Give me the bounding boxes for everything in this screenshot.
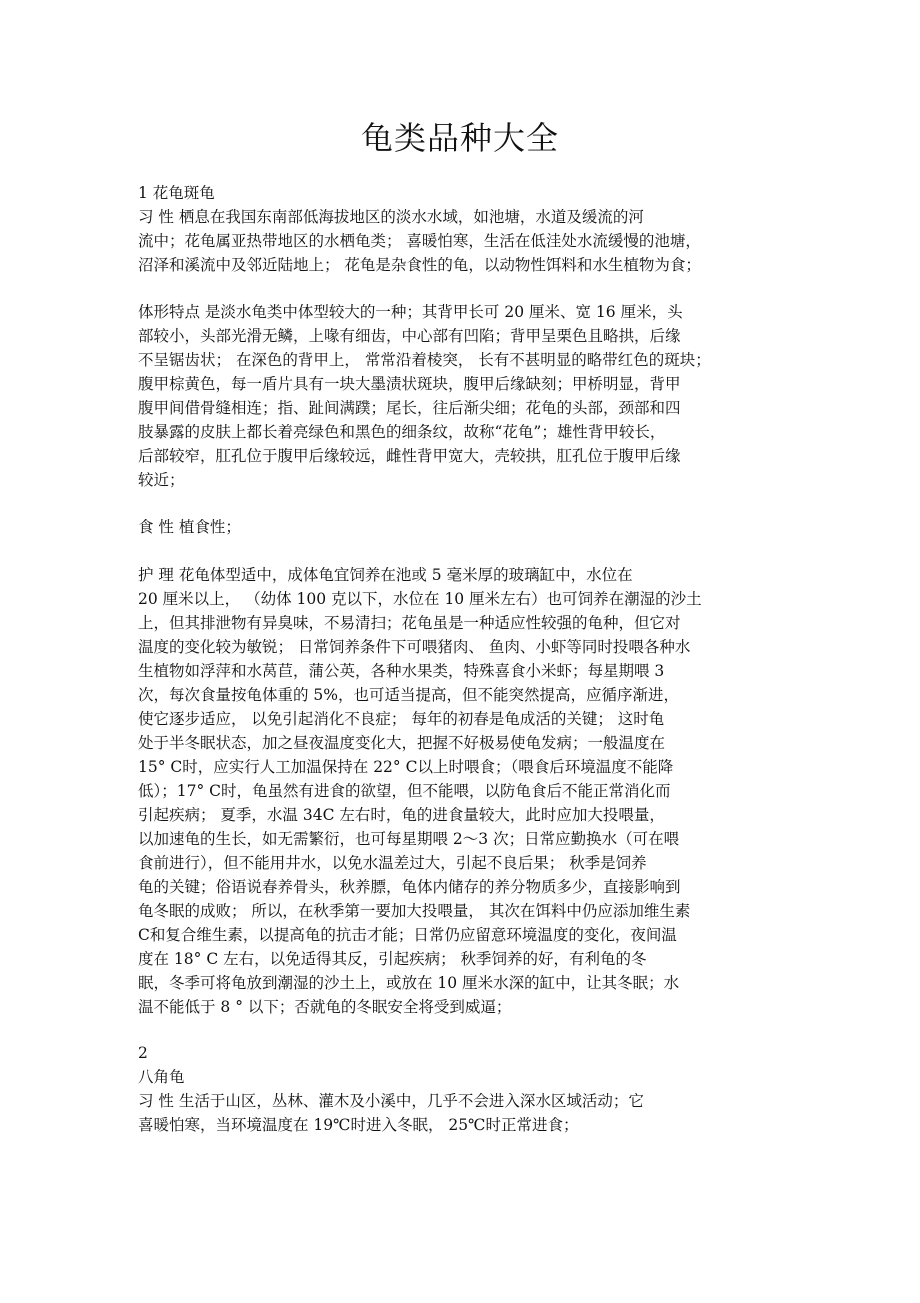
text-line: 食 性 植食性； [138, 518, 241, 536]
text-line: 低）；17° C时，龟虽然有进食的欲望，但不能喂，以防龟食后不能正常消化而 [138, 782, 671, 800]
text-line: 使它逐步适应， 以免引起消化不良症； 每年的初春是龟成活的关键； 这时龟 [138, 710, 665, 728]
page-title: 龟类品种大全 [360, 119, 559, 157]
text-line: 后部较窄，肛孔位于腹甲后缘较远，雌性背甲宽大，壳较拱，肛孔位于腹甲后缘 [138, 447, 681, 465]
text-line: 食前进行），但不能用井水，以免水温差过大，引起不良后果； 秋季是饲养 [138, 854, 647, 872]
text-line: 度在 18° C 左右，以免适得其反，引起疾病； 秋季饲养的好，有利龟的冬 [138, 950, 647, 968]
text-line: 20 厘米以上， （幼体 100 克以下，水位在 10 厘米左右）也可饲养在潮湿的沙土 [138, 590, 702, 608]
text-line: 以加速龟的生长，如无需繁衍，也可每星期喂 2～3 次；日常应勤换水（可在喂 [138, 830, 680, 848]
text-line: 处于半冬眠状态，加之昼夜温度变化大，把握不好极易使龟发病；一般温度在 [138, 734, 666, 752]
text-line: 腹甲间借骨缝相连；指、趾间满蹼；尾长，往后渐尖细；花龟的头部，颈部和四 [138, 399, 681, 417]
text-line: 龟冬眠的成败； 所以，在秋季第一要加大投喂量， 其次在饵料中仍应添加维生素 [138, 902, 691, 920]
section-number-2: 2 [138, 1044, 148, 1062]
text-line: 次，每次食量按龟体重的 5%，也可适当提高，但不能突然提高，应循序渐进， [138, 686, 680, 704]
text-line: 较近； [138, 471, 185, 489]
section-heading-1: 1 花龟斑龟 [138, 184, 215, 202]
text-line: 龟的关键；俗语说春养骨头，秋养膘，龟体内储存的养分物质多少，直接影响到 [138, 878, 681, 896]
text-line: 不呈锯齿状； 在深色的背甲上， 常常沿着棱突， 长有不甚明显的略带红色的斑块； [138, 351, 711, 369]
text-line: 护 理 花龟体型适中，成体龟宜饲养在池或 5 毫米厚的玻璃缸中，水位在 [138, 566, 633, 584]
text-line: 习 性 栖息在我国东南部低海拔地区的淡水水域，如池塘，水道及缓流的河 [138, 208, 644, 226]
text-line: 上，但其排泄物有异臭味，不易清扫；花龟虽是一种适应性较强的龟种，但它对 [138, 614, 681, 632]
text-line: 温不能低于 8 ° 以下；否就龟的冬眠安全将受到威逼； [138, 998, 512, 1016]
text-line: 腹甲棕黄色，每一盾片具有一块大墨渍状斑块，腹甲后缘缺刻；甲桥明显，背甲 [138, 375, 681, 393]
text-line: 引起疾病； 夏季，水温 34C 左右时，龟的进食量较大，此时应加大投喂量， [138, 806, 665, 824]
text-line: 沼泽和溪流中及邻近陆地上； 花龟是杂食性的龟，以动物性饵料和水生植物为食； [138, 256, 701, 274]
text-line: 部较小，头部光滑无鳞，上喙有细齿，中心部有凹陷；背甲呈栗色且略拱，后缘 [138, 327, 681, 345]
text-line: 肢暴露的皮肤上都长着亮绿色和黑色的细条纹，故称“花龟”；雄性背甲较长， [138, 423, 666, 441]
text-line: 喜暖怕寒，当环境温度在 19℃时进入冬眠， 25℃时正常进食； [138, 1116, 579, 1134]
text-line: 习 性 生活于山区，丛林、灌木及小溪中，几乎不会进入深水区域活动；它 [138, 1092, 644, 1110]
text-line: 体形特点 是淡水龟类中体型较大的一种；其背甲长可 20 厘米、宽 16 厘米，头 [138, 303, 683, 321]
text-line: C和复合维生素，以提高龟的抗击才能；日常仍应留意环境温度的变化，夜间温 [138, 926, 677, 944]
text-line: 流中；花龟属亚热带地区的水栖龟类； 喜暖怕寒，生活在低洼处水流缓慢的池塘， [138, 232, 701, 250]
text-line: 生植物如浮萍和水莴苣，蒲公英，各种水果类，特殊喜食小米虾；每星期喂 3 [138, 662, 665, 680]
section-heading-2: 八角龟 [138, 1068, 185, 1086]
text-line: 眠，冬季可将龟放到潮湿的沙土上，或放在 10 厘米水深的缸中，让其冬眠；水 [138, 974, 680, 992]
text-line: 15° C时，应实行人工加温保持在 22° C以上时喂食；（喂食后环境温度不能降 [138, 758, 674, 776]
text-line: 温度的变化较为敏锐； 日常饲养条件下可喂猪肉、 鱼肉、小虾等同时投喂各种水 [138, 638, 691, 656]
